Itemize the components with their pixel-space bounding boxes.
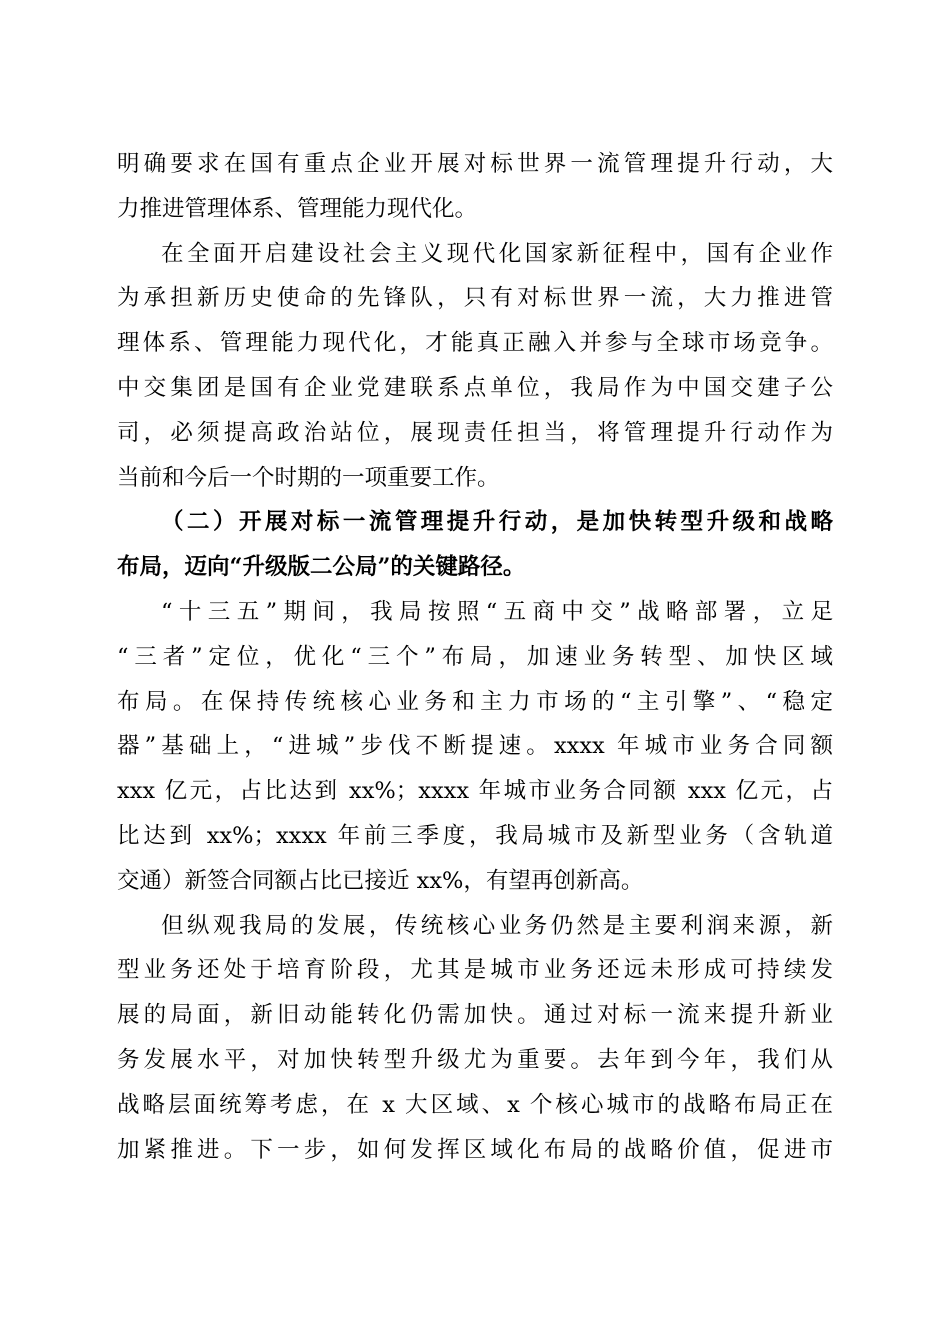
paragraph-4 — [117, 904, 833, 1173]
text-line: 比达到 xx%；xxxx 年前三季度，我局城市及新型业务（含轨道 — [117, 822, 833, 849]
text-line: 加紧推进。下一步，如何发挥区域化布局的战略价值，促进市 — [117, 1136, 833, 1163]
text-line: 器”基础上，“进城”步伐不断提速。xxxx 年城市业务合同额 — [117, 733, 833, 760]
document-body — [117, 142, 833, 1172]
text-line: 当前和今后一个时期的一项重要工作。 — [117, 464, 500, 491]
text-line: “三者”定位，优化“三个”布局，加速业务转型、加快区域 — [117, 643, 833, 670]
text-line: xxx 亿元，占比达到 xx%；xxxx 年城市业务合同额 xxx 亿元，占 — [117, 778, 833, 805]
text-line: 型业务还处于培育阶段，尤其是城市业务还远未形成可持续发 — [117, 957, 833, 984]
text-line: 中交集团是国有企业党建联系点单位，我局作为中国交建子公 — [117, 374, 833, 401]
text-line: 理体系、管理能力现代化，才能真正融入并参与全球市场竞争。 — [117, 330, 833, 357]
heading-line: 布局，迈向“升级版二公局”的关键路径。 — [117, 554, 526, 581]
text-line: 司，必须提高政治站位，展现责任担当，将管理提升行动作为 — [117, 419, 833, 446]
text-line: 力推进管理体系、管理能力现代化。 — [117, 195, 478, 222]
text-line: “十三五”期间，我局按照“五商中交”战略部署，立足 — [161, 598, 833, 625]
text-line: 但纵观我局的发展，传统核心业务仍然是主要利润来源，新 — [161, 912, 833, 939]
paragraph-1 — [117, 142, 833, 232]
text-line: 交通）新签合同额占比已接近 xx%，有望再创新高。 — [117, 867, 644, 894]
text-line: 明确要求在国有重点企业开展对标世界一流管理提升行动，大 — [117, 151, 833, 177]
text-line: 展的局面，新旧动能转化仍需加快。通过对标一流来提升新业 — [117, 1002, 833, 1029]
paragraph-2 — [117, 232, 833, 501]
text-line: 务发展水平，对加快转型升级尤为重要。去年到今年，我们从 — [117, 1046, 833, 1073]
paragraph-3 — [117, 590, 833, 904]
section-heading-2 — [117, 500, 833, 590]
text-line: 布局。在保持传统核心业务和主力市场的“主引擎”、“稳定 — [117, 688, 833, 715]
text-line: 为承担新历史使命的先锋队，只有对标世界一流，大力推进管 — [117, 285, 833, 312]
text-line: 战略层面统筹考虑，在 x 大区域、x 个核心城市的战略布局正在 — [117, 1091, 833, 1118]
heading-line: （二）开展对标一流管理提升行动，是加快转型升级和战略 — [161, 509, 833, 536]
text-line: 在全面开启建设社会主义现代化国家新征程中，国有企业作 — [161, 240, 833, 267]
